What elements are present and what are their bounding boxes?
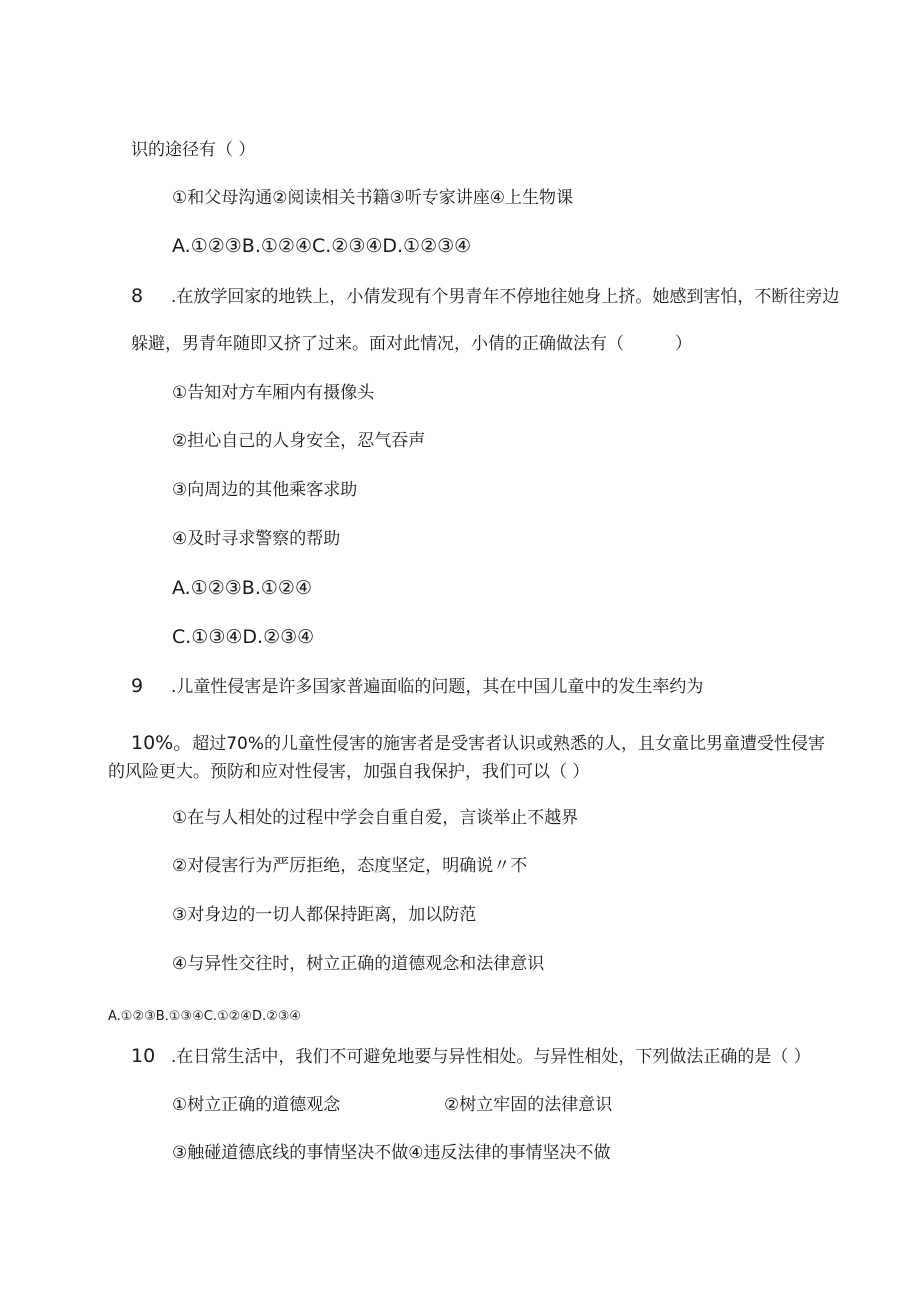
- q9-option-2: ②对侵害行为严厉拒绝，态度坚定，明确说〃不: [172, 856, 528, 876]
- q9-cont-text-1: 超过70%的儿童性侵害的施害者是受害者认识或熟悉的人，且女童比男童遭受性侵害: [192, 734, 826, 754]
- q8-answer-cd: C.①③④D.②③④: [172, 626, 315, 648]
- q9-percent: 10%。: [131, 732, 193, 754]
- q8-option-3: ③向周边的其他乘客求助: [172, 480, 358, 500]
- q8-number: 8: [131, 285, 144, 307]
- q9-text: .儿童性侵害是许多国家普遍面临的问题，其在中国儿童中的发生率约为: [171, 677, 704, 697]
- q8-option-2: ②担心自己的人身安全，忍气吞声: [172, 431, 426, 451]
- q8-text: .在放学回家的地铁上，小倩发现有个男青年不停地往她身上挤。她感到害怕，不断往旁边: [171, 287, 840, 307]
- q10-number: 10: [131, 1045, 156, 1067]
- q9-stem-continuation-2: 的风险更大。预防和应对性侵害，加强自我保护，我们可以（ ）: [108, 762, 590, 782]
- q8-answer-ab: A.①②③B.①②④: [172, 577, 312, 599]
- q8-option-4: ④及时寻求警察的帮助: [172, 529, 341, 549]
- q8-option-1: ①告知对方车厢内有摄像头: [172, 383, 375, 403]
- q7-statements: ①和父母沟通②阅读相关书籍③听专家讲座④上生物课: [172, 188, 573, 208]
- q10-stem: [131, 1044, 811, 1069]
- q9-option-1: ①在与人相处的过程中学会自重自爱，言谈举止不越界: [172, 808, 579, 828]
- q9-stem-continuation-1: [131, 731, 825, 756]
- q8-stem-continuation: 躲避，男青年随即又挤了过来。面对此情况，小倩的正确做法有（ ）: [131, 334, 692, 354]
- q9-number: 9: [131, 675, 144, 697]
- q9-answer-options: A.①②③B.①③④C.①②④D.②③④: [108, 1009, 302, 1024]
- q7-answer-options: A.①②③B.①②④C.②③④D.①②③④: [172, 235, 472, 257]
- q10-option-2: ②树立牢固的法律意识: [444, 1095, 613, 1115]
- q9-stem: [131, 674, 703, 699]
- q10-option-1: ①树立正确的道德观念: [172, 1095, 341, 1115]
- q8-stem: [131, 284, 839, 309]
- q10-text: .在日常生活中，我们不可避免地要与异性相处。与异性相处，下列做法正确的是（ ）: [171, 1047, 811, 1067]
- q9-option-4: ④与异性交往时，树立正确的道德观念和法律意识: [172, 954, 545, 974]
- line-q7-continuation: 识的途径有（ ）: [131, 140, 256, 160]
- q10-option-3-4: ③触碰道德底线的事情坚决不做④违反法律的事情坚决不做: [172, 1143, 611, 1163]
- q9-option-3: ③对身边的一切人都保持距离，加以防范: [172, 905, 477, 925]
